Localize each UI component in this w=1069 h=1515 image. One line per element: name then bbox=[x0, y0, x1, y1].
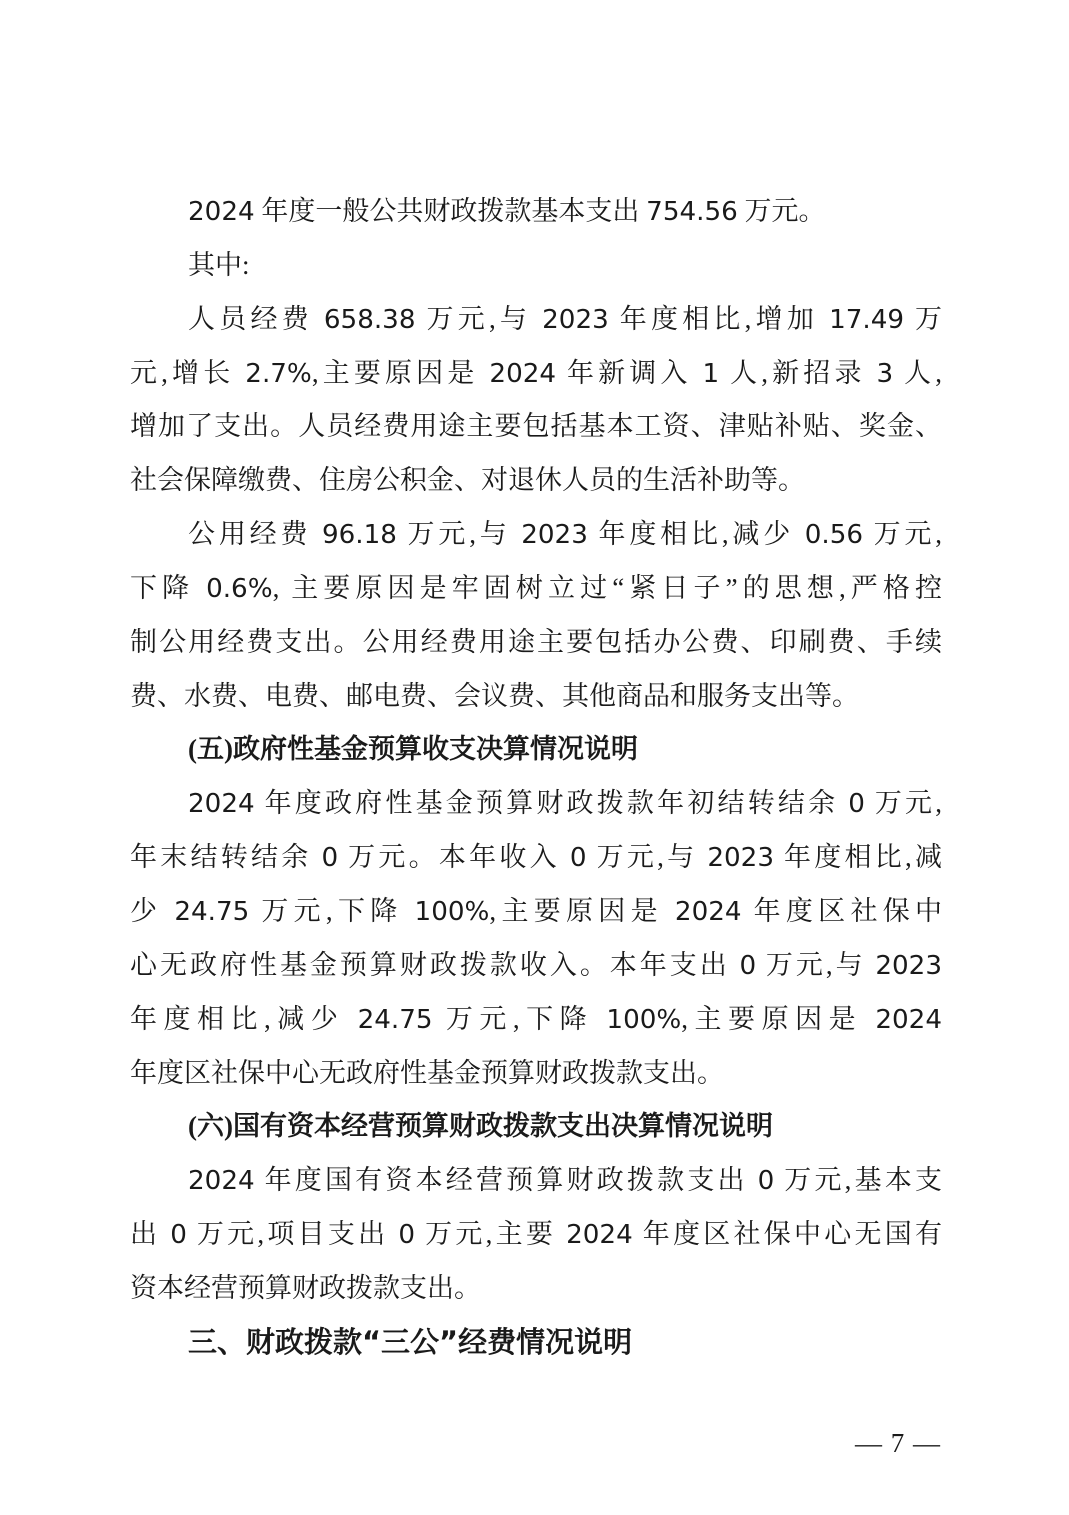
document-body bbox=[130, 185, 942, 1370]
paragraph-line: 费、水费、电费、邮电费、会议费、其他商品和服务支出等。 bbox=[130, 680, 859, 711]
paragraph-line: 出 0 万元,项目支出 0 万元,主要 2024 年度区社保中心无国有 bbox=[130, 1219, 942, 1251]
paragraph-line: 2024 年度一般公共财政拨款基本支出 754.56 万元。 bbox=[188, 196, 826, 227]
paragraph-line: 社会保障缴费、住房公积金、对退休人员的生活补助等。 bbox=[130, 465, 805, 496]
paragraph-line: 公用经费 96.18 万元,与 2023 年度相比,减少 0.56 万元, bbox=[188, 519, 942, 551]
paragraph-line: 资本经营预算财政拨款支出。 bbox=[130, 1272, 481, 1303]
section-heading-five: (五)政府性基金预算收支决算情况说明 bbox=[188, 734, 638, 765]
paragraph-line: 人员经费 658.38 万元,与 2023 年度相比,增加 17.49 万 bbox=[188, 303, 942, 335]
paragraph-line: 元,增长 2.7%,主要原因是 2024 年新调入 1 人,新招录 3 人, bbox=[130, 357, 942, 389]
page-number: — 7 — bbox=[855, 1428, 941, 1458]
paragraph-line: 年度区社保中心无政府性基金预算财政拨款支出。 bbox=[130, 1057, 724, 1088]
section-heading-three: 三、财政拨款“三公”经费情况说明 bbox=[188, 1324, 633, 1359]
paragraph-line: 2024 年度国有资本经营预算财政拨款支出 0 万元,基本支 bbox=[188, 1165, 942, 1197]
paragraph-line: 年末结转结余 0 万元。本年收入 0 万元,与 2023 年度相比,减 bbox=[130, 842, 942, 874]
paragraph-line: 制公用经费支出。公用经费用途主要包括办公费、印刷费、手续 bbox=[130, 626, 942, 657]
paragraph-line: 增加了支出。人员经费用途主要包括基本工资、津贴补贴、奖金、 bbox=[130, 411, 942, 442]
paragraph-line: 其中: bbox=[188, 249, 250, 280]
section-heading-six: (六)国有资本经营预算财政拨款支出决算情况说明 bbox=[188, 1111, 773, 1142]
paragraph-line: 心无政府性基金预算财政拨款收入。本年支出 0 万元,与 2023 bbox=[130, 949, 942, 981]
paragraph-line: 少 24.75 万元,下降 100%,主要原因是 2024 年度区社保中 bbox=[130, 895, 942, 927]
paragraph-line: 下降 0.6%, 主要原因是牢固树立过“紧日子”的思想,严格控 bbox=[130, 572, 942, 604]
paragraph-line: 2024 年度政府性基金预算财政拨款年初结转结余 0 万元, bbox=[188, 788, 942, 820]
paragraph-line: 年度相比,减少 24.75 万元,下降 100%,主要原因是 2024 bbox=[130, 1003, 942, 1035]
